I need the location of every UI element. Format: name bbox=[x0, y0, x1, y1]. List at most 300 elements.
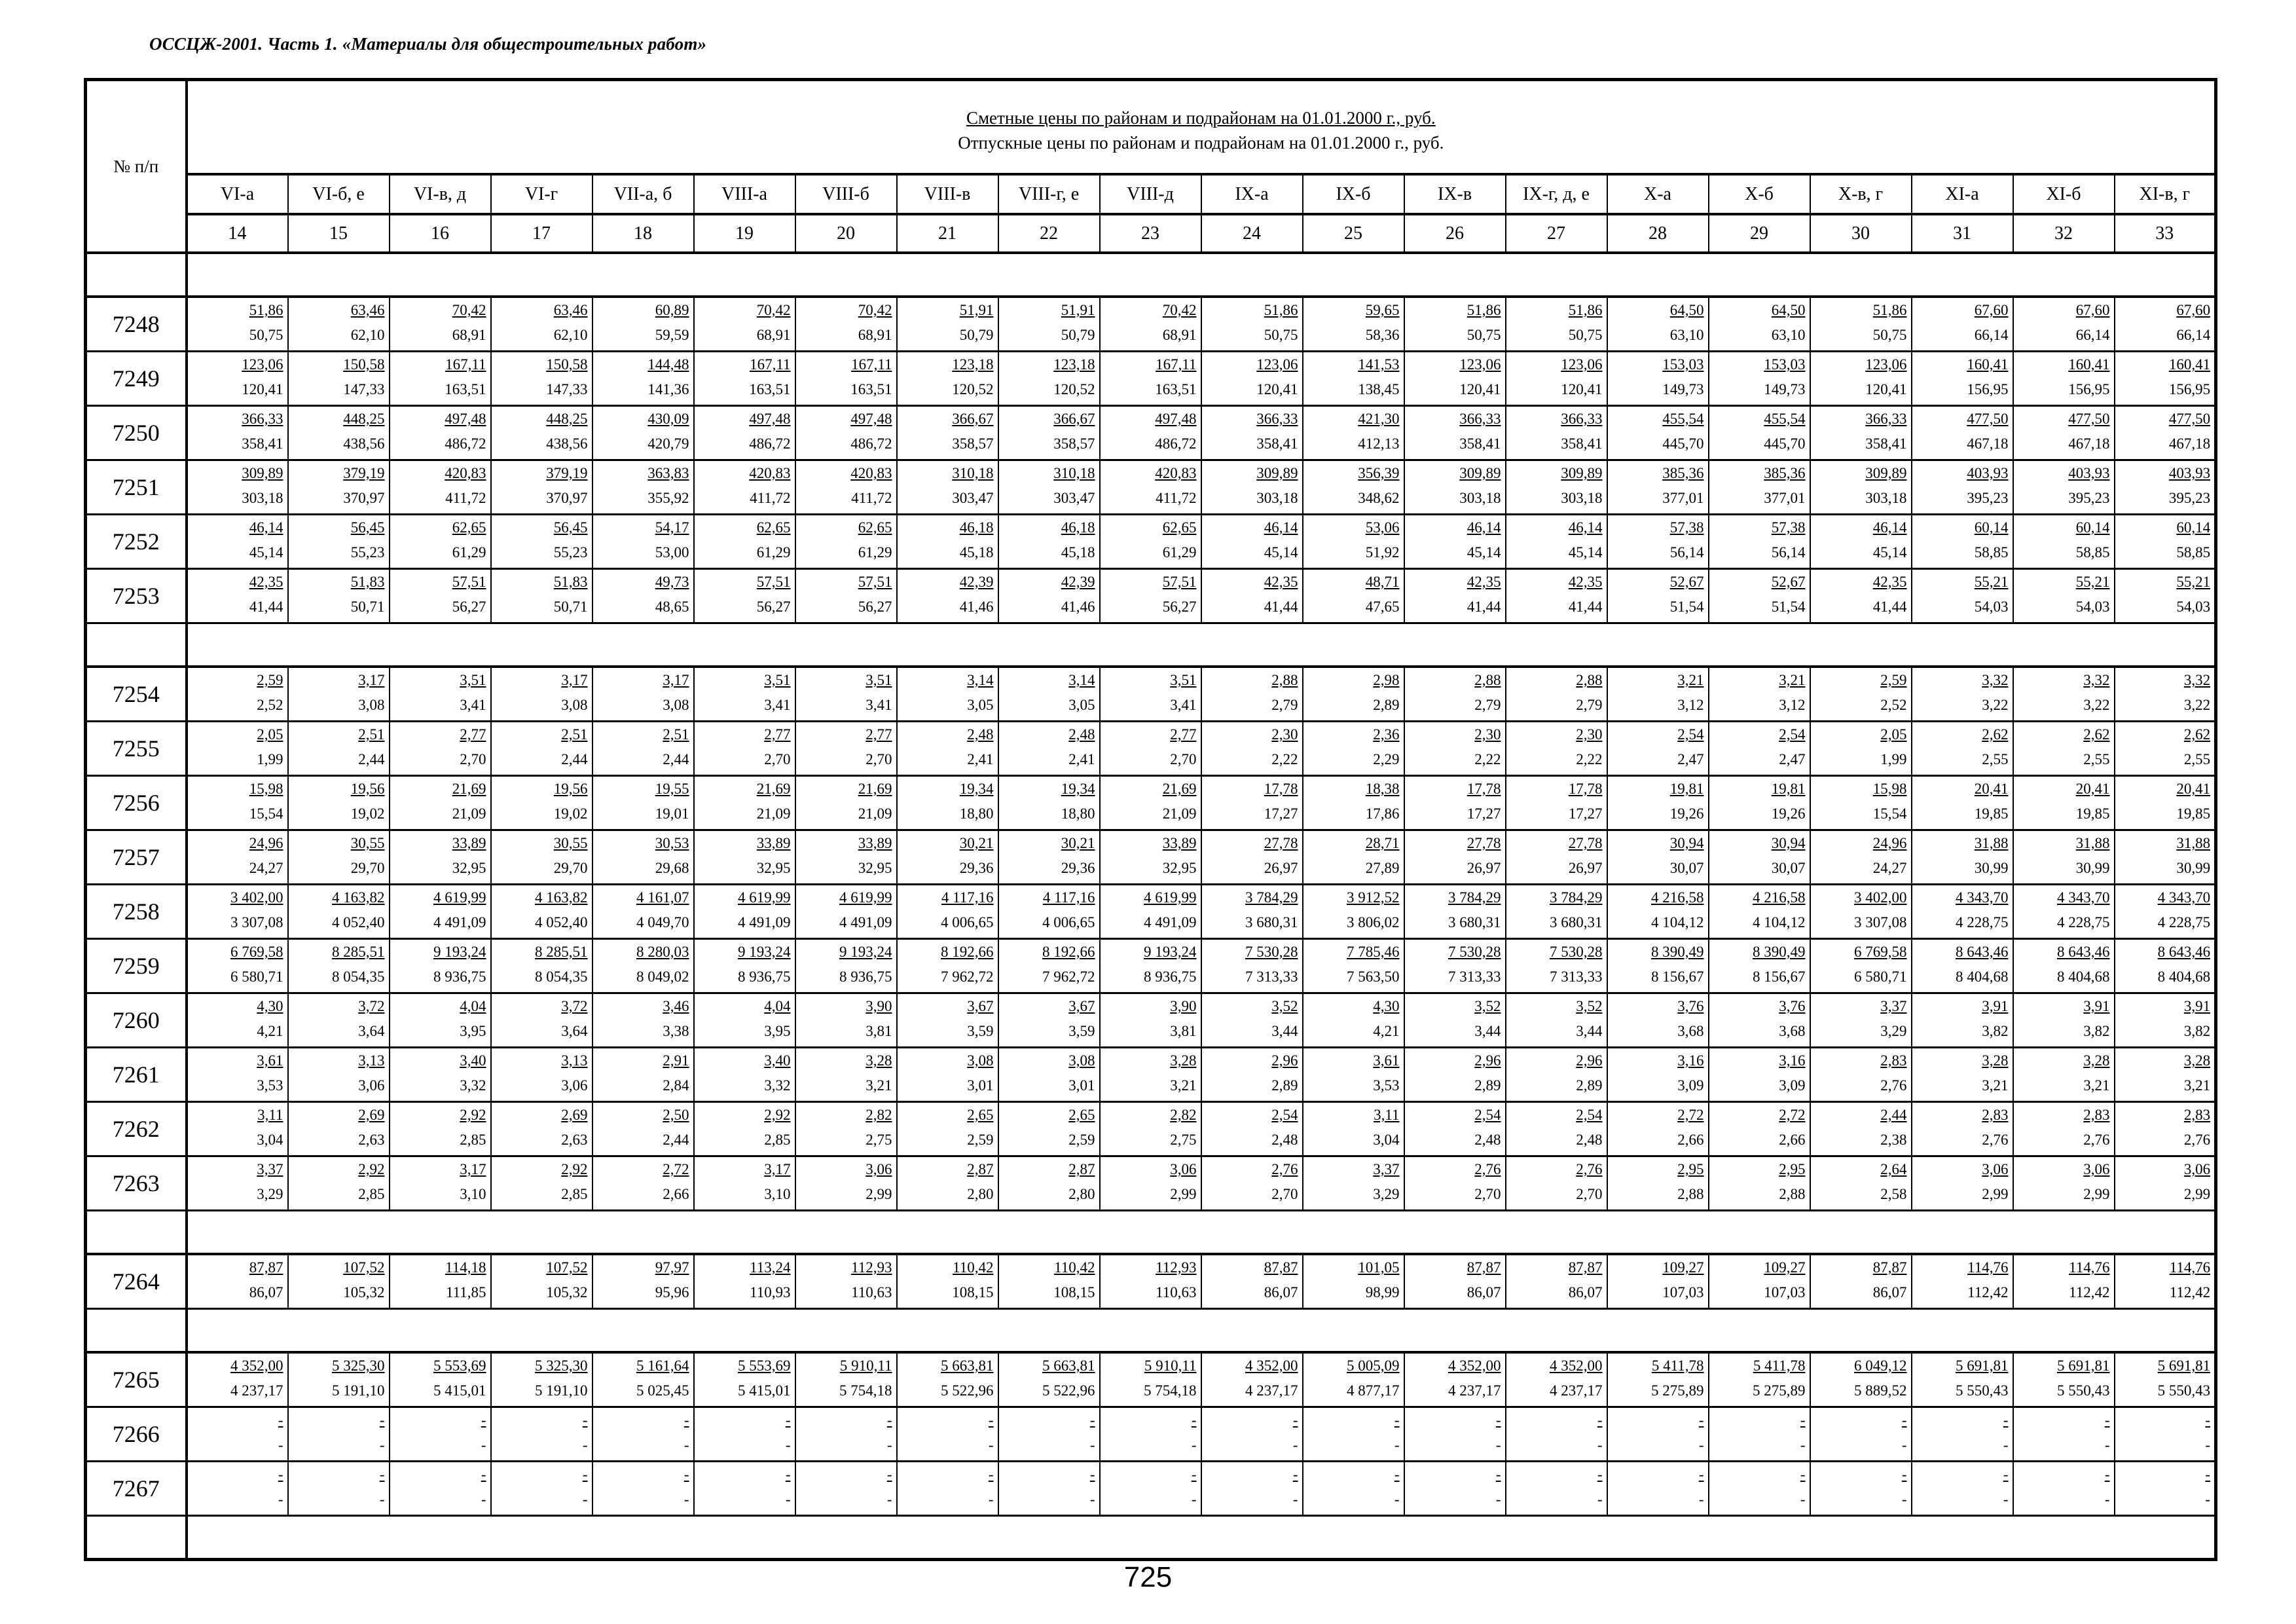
release-price: 98,99 bbox=[1365, 1284, 1400, 1301]
price-pair bbox=[289, 352, 389, 405]
price-cell bbox=[1810, 569, 1912, 623]
release-price: 3,06 bbox=[358, 1077, 385, 1094]
release-price: 17,27 bbox=[1467, 805, 1501, 822]
release-price: 2,66 bbox=[663, 1186, 689, 1202]
release-price: 3,21 bbox=[2183, 1077, 2211, 1094]
release-price: 3,05 bbox=[1068, 697, 1095, 713]
estimate-price: 4 619,99 bbox=[433, 889, 486, 906]
price-cell bbox=[795, 515, 897, 569]
release-price: 358,41 bbox=[1459, 435, 1501, 452]
table-row bbox=[86, 1048, 2216, 1102]
price-cell bbox=[2013, 667, 2115, 722]
price-cell bbox=[2115, 776, 2216, 830]
price-cell bbox=[1100, 993, 1201, 1048]
price-pair bbox=[1709, 1103, 1810, 1155]
price-cell bbox=[1709, 1156, 1810, 1211]
estimate-price: 309,89 bbox=[242, 465, 283, 481]
price-pair bbox=[1506, 1354, 1607, 1406]
release-price: 50,75 bbox=[1264, 327, 1298, 343]
estimate-price: 2,76 bbox=[1271, 1161, 1298, 1177]
price-cell bbox=[1709, 406, 1810, 460]
price-pair bbox=[1506, 1462, 1607, 1515]
release-price: 3,29 bbox=[257, 1186, 283, 1202]
release-price: 411,72 bbox=[750, 490, 791, 506]
estimate-price: 21,69 bbox=[756, 781, 791, 797]
price-cell bbox=[187, 515, 288, 569]
price-pair bbox=[796, 352, 896, 405]
release-price: 3,64 bbox=[561, 1023, 588, 1039]
price-cell bbox=[1709, 460, 1810, 515]
column-code: 23 bbox=[1100, 214, 1201, 253]
release-price: 110,63 bbox=[1156, 1284, 1197, 1301]
estimate-price: 57,51 bbox=[452, 574, 486, 590]
price-cell bbox=[1506, 515, 1607, 569]
release-price: 56,27 bbox=[452, 599, 486, 615]
estimate-price: 2,64 bbox=[1880, 1161, 1907, 1177]
release-price: 411,72 bbox=[851, 490, 892, 506]
price-pair bbox=[1709, 407, 1810, 459]
price-pair bbox=[1101, 570, 1201, 622]
release-price: 2,63 bbox=[358, 1132, 385, 1148]
estimate-price: 8 285,51 bbox=[332, 944, 385, 960]
price-cell bbox=[998, 885, 1100, 939]
region-header-row bbox=[86, 174, 2216, 214]
release-price: 303,47 bbox=[952, 490, 994, 506]
price-pair bbox=[492, 1157, 592, 1209]
price-pair bbox=[1608, 1048, 1708, 1101]
price-cell bbox=[897, 667, 998, 722]
price-cell bbox=[897, 1254, 998, 1309]
price-cell bbox=[694, 352, 795, 406]
price-pair bbox=[999, 1255, 1099, 1308]
release-price: 163,51 bbox=[749, 381, 791, 397]
group-separator-row bbox=[86, 623, 2216, 667]
release-price: 5 415,01 bbox=[738, 1382, 791, 1399]
release-price: 61,29 bbox=[858, 544, 892, 561]
price-cell bbox=[1607, 406, 1709, 460]
region-header: IX-б bbox=[1303, 174, 1404, 214]
table-row bbox=[86, 1407, 2216, 1462]
price-cell bbox=[1607, 1102, 1709, 1156]
row-number: 7261 bbox=[86, 1048, 187, 1102]
price-pair bbox=[188, 570, 287, 622]
estimate-price: 4 216,58 bbox=[1753, 889, 1806, 906]
price-pair bbox=[1101, 885, 1201, 938]
price-cell bbox=[897, 1462, 998, 1516]
price-pair bbox=[1709, 1408, 1810, 1460]
release-price: - bbox=[1698, 1491, 1704, 1507]
estimate-price: 3,37 bbox=[1880, 998, 1907, 1014]
price-cell bbox=[1303, 885, 1404, 939]
release-price: - bbox=[988, 1437, 994, 1453]
release-price: - bbox=[2003, 1491, 2009, 1507]
title-row bbox=[86, 80, 2216, 175]
release-price: 61,29 bbox=[756, 544, 791, 561]
price-pair bbox=[289, 1462, 389, 1515]
release-price: 61,29 bbox=[452, 544, 486, 561]
price-pair bbox=[999, 994, 1099, 1046]
release-price: - bbox=[886, 1491, 892, 1507]
release-price: 2,44 bbox=[663, 1132, 689, 1148]
price-pair bbox=[390, 352, 490, 405]
price-cell bbox=[1201, 830, 1303, 885]
release-price: 156,95 bbox=[1967, 381, 2009, 397]
estimate-price: 3,17 bbox=[460, 1161, 486, 1177]
price-pair bbox=[1608, 515, 1708, 568]
release-price: 2,85 bbox=[561, 1186, 588, 1202]
estimate-price: 3,11 bbox=[1374, 1107, 1400, 1123]
price-cell bbox=[1912, 1407, 2013, 1462]
price-pair bbox=[593, 515, 693, 568]
release-price: 8 404,68 bbox=[2157, 969, 2211, 985]
release-price: 3,53 bbox=[257, 1077, 283, 1094]
price-cell bbox=[187, 1048, 288, 1102]
estimate-price: 114,18 bbox=[445, 1259, 486, 1276]
release-price: 29,70 bbox=[553, 860, 588, 876]
estimate-price: 5 910,11 bbox=[839, 1357, 892, 1374]
price-pair bbox=[695, 668, 795, 720]
price-pair bbox=[898, 885, 998, 938]
price-pair bbox=[1405, 940, 1505, 992]
estimate-price: 3,37 bbox=[257, 1161, 283, 1177]
release-price: 2,76 bbox=[2183, 1132, 2211, 1148]
release-price: 50,75 bbox=[1568, 327, 1603, 343]
price-pair bbox=[1202, 1462, 1302, 1515]
release-price: - bbox=[481, 1491, 486, 1507]
release-price: 3,81 bbox=[866, 1023, 892, 1039]
price-cell bbox=[2115, 1407, 2216, 1462]
price-cell bbox=[1404, 1156, 1506, 1211]
price-cell bbox=[1100, 1048, 1201, 1102]
estimate-price: 2,72 bbox=[663, 1161, 689, 1177]
estimate-price: 4 343,70 bbox=[2157, 889, 2211, 906]
estimate-price: 2,96 bbox=[1271, 1052, 1298, 1069]
estimate-price: 3,61 bbox=[257, 1052, 283, 1069]
estimate-price: 62,65 bbox=[858, 519, 892, 536]
price-cell bbox=[1506, 1407, 1607, 1462]
release-price: 3,21 bbox=[2083, 1077, 2110, 1094]
price-pair bbox=[1303, 1048, 1404, 1101]
estimate-price: 2,88 bbox=[1474, 672, 1501, 688]
price-pair bbox=[1506, 570, 1607, 622]
price-cell bbox=[1709, 939, 1810, 993]
price-pair bbox=[796, 994, 896, 1046]
price-cell bbox=[592, 352, 694, 406]
price-cell bbox=[1303, 939, 1404, 993]
price-cell bbox=[1607, 352, 1709, 406]
price-cell bbox=[2013, 515, 2115, 569]
price-pair bbox=[188, 940, 287, 992]
release-price: 3,06 bbox=[561, 1077, 588, 1094]
price-cell bbox=[187, 1462, 288, 1516]
price-cell bbox=[390, 1407, 491, 1462]
release-price: 30,99 bbox=[2176, 860, 2211, 876]
row-number: 7255 bbox=[86, 722, 187, 776]
release-price: 120,41 bbox=[1865, 381, 1907, 397]
estimate-price: 3,08 bbox=[1068, 1052, 1095, 1069]
release-price: 2,63 bbox=[561, 1132, 588, 1148]
release-price: 2,80 bbox=[967, 1186, 994, 1202]
price-cell bbox=[491, 1407, 592, 1462]
price-pair bbox=[1912, 777, 2013, 829]
release-price: 2,75 bbox=[1170, 1132, 1197, 1148]
price-cell bbox=[1201, 1102, 1303, 1156]
release-price: 19,85 bbox=[2176, 805, 2211, 822]
price-cell bbox=[1303, 1462, 1404, 1516]
price-cell bbox=[1100, 297, 1201, 352]
price-pair bbox=[1811, 570, 1911, 622]
release-price: 2,89 bbox=[1271, 1077, 1298, 1094]
price-pair bbox=[492, 1048, 592, 1101]
estimate-price: 62,65 bbox=[452, 519, 486, 536]
price-cell bbox=[1912, 406, 2013, 460]
price-pair bbox=[390, 407, 490, 459]
release-price: 18,80 bbox=[1061, 805, 1095, 822]
price-pair bbox=[492, 777, 592, 829]
estimate-price: 356,39 bbox=[1358, 465, 1400, 481]
price-pair bbox=[188, 994, 287, 1046]
release-price: 8 054,35 bbox=[535, 969, 588, 985]
price-cell bbox=[2115, 939, 2216, 993]
price-pair bbox=[1709, 940, 1810, 992]
price-pair bbox=[1303, 885, 1404, 938]
price-pair bbox=[188, 515, 287, 568]
price-cell bbox=[288, 885, 390, 939]
release-price: 66,14 bbox=[2075, 327, 2110, 343]
price-cell bbox=[1303, 830, 1404, 885]
estimate-price: 2,69 bbox=[561, 1107, 588, 1123]
release-price: 4 228,75 bbox=[2057, 914, 2110, 931]
price-cell bbox=[897, 515, 998, 569]
price-pair bbox=[1101, 831, 1201, 883]
price-cell bbox=[1810, 667, 1912, 722]
price-pair bbox=[1912, 1157, 2013, 1209]
price-pair bbox=[289, 570, 389, 622]
estimate-price: 30,55 bbox=[553, 835, 588, 851]
estimate-price: 114,76 bbox=[2169, 1259, 2211, 1276]
price-pair bbox=[1608, 461, 1708, 513]
price-cell bbox=[795, 1254, 897, 1309]
estimate-price: - bbox=[1495, 1466, 1501, 1483]
release-price: 412,13 bbox=[1358, 435, 1400, 452]
release-price: 2,55 bbox=[2183, 751, 2211, 767]
estimate-price: 2,48 bbox=[1068, 726, 1095, 743]
release-price: 2,47 bbox=[1677, 751, 1704, 767]
column-code: 32 bbox=[2013, 214, 2115, 253]
estimate-price: 2,96 bbox=[1474, 1052, 1501, 1069]
estimate-price: 8 390,49 bbox=[1753, 944, 1806, 960]
estimate-price: - bbox=[2003, 1412, 2009, 1428]
price-cell bbox=[1912, 460, 2013, 515]
price-cell bbox=[1100, 939, 1201, 993]
estimate-price: 30,21 bbox=[959, 835, 994, 851]
price-cell bbox=[1912, 352, 2013, 406]
release-price: 8 936,75 bbox=[839, 969, 892, 985]
price-cell bbox=[998, 1048, 1100, 1102]
estimate-price: 385,36 bbox=[1764, 465, 1806, 481]
price-cell bbox=[187, 460, 288, 515]
release-price: 377,01 bbox=[1764, 490, 1806, 506]
column-code: 15 bbox=[288, 214, 390, 253]
price-cell bbox=[2013, 776, 2115, 830]
price-pair bbox=[999, 515, 1099, 568]
estimate-price: 19,34 bbox=[959, 781, 994, 797]
price-cell bbox=[1709, 297, 1810, 352]
release-price: 8 404,68 bbox=[1956, 969, 2009, 985]
release-price: 2,88 bbox=[1677, 1186, 1704, 1202]
release-price: 3,44 bbox=[1576, 1023, 1603, 1039]
price-pair bbox=[2014, 777, 2114, 829]
estimate-price: 33,89 bbox=[1162, 835, 1197, 851]
price-cell bbox=[795, 1048, 897, 1102]
estimate-price: 5 910,11 bbox=[1144, 1357, 1197, 1374]
estimate-price: 3,28 bbox=[2183, 1052, 2211, 1069]
table-row bbox=[86, 1462, 2216, 1516]
release-price: - bbox=[1698, 1437, 1704, 1453]
estimate-price: - bbox=[1901, 1412, 1907, 1428]
estimate-price: 4 117,16 bbox=[1042, 889, 1095, 906]
estimate-price: 33,89 bbox=[452, 835, 486, 851]
price-cell bbox=[694, 460, 795, 515]
price-cell bbox=[897, 460, 998, 515]
release-price: 411,72 bbox=[445, 490, 486, 506]
estimate-price: 6 769,58 bbox=[1854, 944, 1907, 960]
price-pair bbox=[2014, 515, 2114, 568]
price-pair bbox=[796, 831, 896, 883]
price-cell bbox=[1100, 776, 1201, 830]
release-price: 41,44 bbox=[1872, 599, 1907, 615]
estimate-price: 19,56 bbox=[553, 781, 588, 797]
release-price: 2,41 bbox=[967, 751, 994, 767]
estimate-price: 7 530,28 bbox=[1550, 944, 1603, 960]
price-pair bbox=[188, 1048, 287, 1101]
price-pair bbox=[1811, 298, 1911, 350]
estimate-price: 24,96 bbox=[249, 835, 283, 851]
price-cell bbox=[491, 993, 592, 1048]
price-cell bbox=[1810, 885, 1912, 939]
price-cell bbox=[1506, 460, 1607, 515]
price-cell bbox=[1709, 1102, 1810, 1156]
price-pair bbox=[2014, 461, 2114, 513]
estimate-price: 2,83 bbox=[1982, 1107, 2009, 1123]
estimate-price: - bbox=[1089, 1412, 1095, 1428]
price-pair bbox=[1912, 1048, 2013, 1101]
price-pair bbox=[1303, 1255, 1404, 1308]
release-price: 3,05 bbox=[967, 697, 994, 713]
table-row bbox=[86, 667, 2216, 722]
column-code: 21 bbox=[897, 214, 998, 253]
price-pair bbox=[1811, 940, 1911, 992]
release-price: 303,18 bbox=[1561, 490, 1603, 506]
estimate-price: 107,52 bbox=[343, 1259, 385, 1276]
estimate-price: 3,91 bbox=[2183, 998, 2211, 1014]
price-pair bbox=[796, 1462, 896, 1515]
price-cell bbox=[1100, 1352, 1201, 1407]
region-header: XI-в, г bbox=[2115, 174, 2216, 214]
price-cell bbox=[491, 939, 592, 993]
release-price: 54,03 bbox=[2075, 599, 2110, 615]
price-cell bbox=[288, 1407, 390, 1462]
price-pair bbox=[1303, 515, 1404, 568]
release-price: 4,21 bbox=[1373, 1023, 1400, 1039]
estimate-price: 55,21 bbox=[1974, 574, 2009, 590]
estimate-price: 153,03 bbox=[1764, 356, 1806, 373]
price-cell bbox=[1201, 776, 1303, 830]
price-pair bbox=[1912, 994, 2013, 1046]
price-cell bbox=[592, 1352, 694, 1407]
release-price: 41,44 bbox=[1568, 599, 1603, 615]
price-cell bbox=[187, 667, 288, 722]
price-cell bbox=[187, 776, 288, 830]
price-pair bbox=[796, 777, 896, 829]
price-pair bbox=[2115, 1462, 2215, 1515]
price-pair bbox=[1405, 1048, 1505, 1101]
estimate-price: 160,41 bbox=[1967, 356, 2009, 373]
region-header: IX-а bbox=[1201, 174, 1303, 214]
price-pair bbox=[492, 940, 592, 992]
price-pair bbox=[1405, 1103, 1505, 1155]
estimate-price: - bbox=[379, 1412, 385, 1428]
release-price: 5 889,52 bbox=[1854, 1382, 1907, 1399]
price-pair bbox=[1405, 352, 1505, 405]
price-cell bbox=[694, 1407, 795, 1462]
price-pair bbox=[593, 461, 693, 513]
release-price: 2,55 bbox=[2083, 751, 2110, 767]
price-pair bbox=[1811, 515, 1911, 568]
price-pair bbox=[898, 1462, 998, 1515]
estimate-price: 4 163,82 bbox=[332, 889, 385, 906]
price-cell bbox=[1404, 460, 1506, 515]
price-pair bbox=[1709, 461, 1810, 513]
estimate-price: 46,18 bbox=[959, 519, 994, 536]
price-cell bbox=[1404, 722, 1506, 776]
estimate-price: 4 352,00 bbox=[230, 1357, 283, 1374]
price-pair bbox=[492, 1462, 592, 1515]
price-cell bbox=[592, 406, 694, 460]
release-price: 50,71 bbox=[350, 599, 385, 615]
release-price: 50,75 bbox=[1872, 327, 1907, 343]
estimate-price: 2,87 bbox=[1068, 1161, 1095, 1177]
release-price: 5 191,10 bbox=[332, 1382, 385, 1399]
estimate-price: 9 193,24 bbox=[839, 944, 892, 960]
release-price: 19,26 bbox=[1771, 805, 1806, 822]
release-price: 56,27 bbox=[756, 599, 791, 615]
release-price: 2,76 bbox=[2083, 1132, 2110, 1148]
price-cell bbox=[288, 515, 390, 569]
price-pair bbox=[1506, 777, 1607, 829]
price-pair bbox=[1912, 722, 2013, 775]
estimate-price: 3,52 bbox=[1474, 998, 1501, 1014]
price-pair bbox=[1202, 570, 1302, 622]
price-pair bbox=[1202, 777, 1302, 829]
price-cell bbox=[998, 460, 1100, 515]
price-cell bbox=[998, 1254, 1100, 1309]
estimate-price: - bbox=[886, 1466, 892, 1483]
estimate-price: 3,06 bbox=[866, 1161, 892, 1177]
price-cell bbox=[1506, 352, 1607, 406]
price-pair bbox=[289, 407, 389, 459]
price-cell bbox=[795, 352, 897, 406]
release-price: 21,09 bbox=[858, 805, 892, 822]
estimate-price: 53,06 bbox=[1365, 519, 1400, 536]
estimate-price: 167,11 bbox=[750, 356, 791, 373]
price-pair bbox=[1608, 777, 1708, 829]
group-separator-row bbox=[86, 253, 2216, 297]
release-price: - bbox=[379, 1491, 385, 1507]
estimate-price: 4 216,58 bbox=[1651, 889, 1704, 906]
estimate-price: 2,30 bbox=[1271, 726, 1298, 743]
estimate-price: 4 163,82 bbox=[535, 889, 588, 906]
